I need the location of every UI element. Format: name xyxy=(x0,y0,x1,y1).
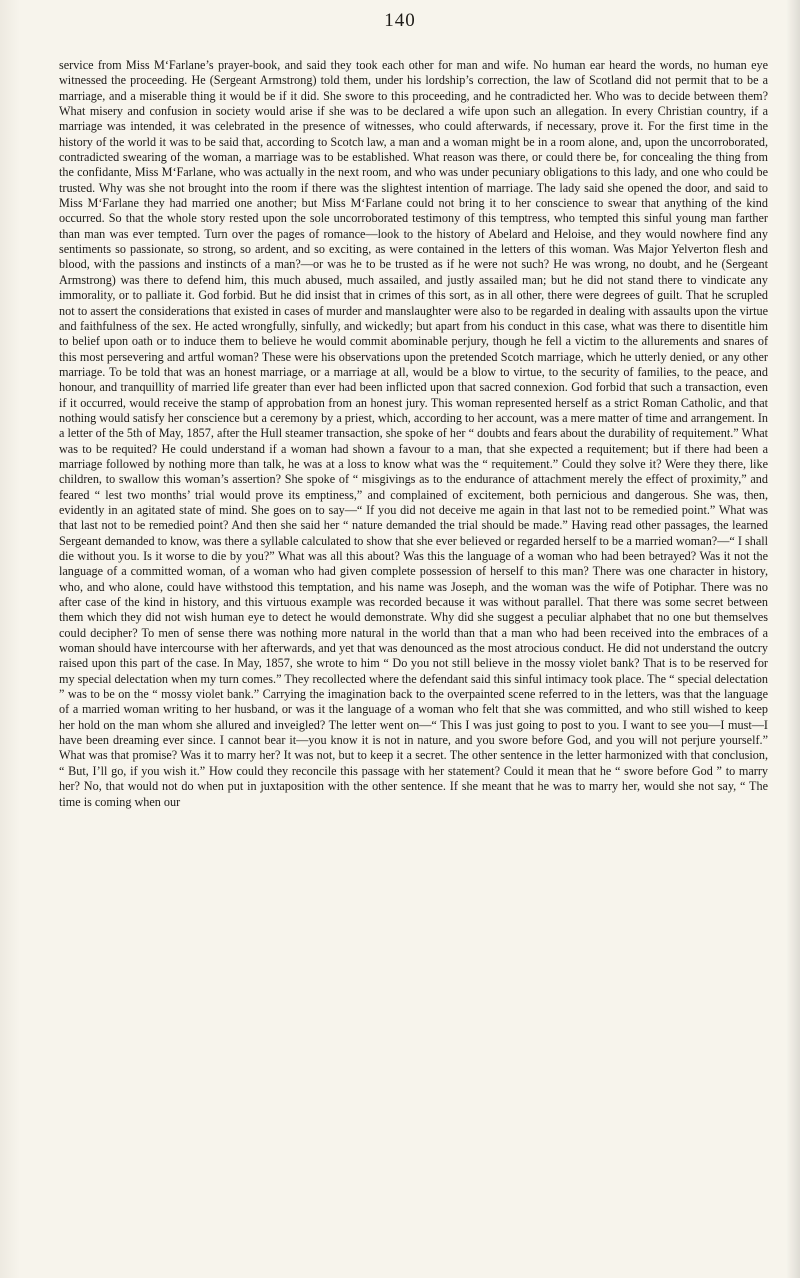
paragraph: service from Miss M‘Farlane’s prayer-book, and said they took each other for man and wife. No human ear heard the words, no human eye witnessed the proceeding. He (Sergeant Armstrong) told them, under his lordship’s correction, the law of Scotland did not permit that to be a marriage, and a miserable thing it would be if it did. She swore to this proceeding, and he contradicted her. Who was to decide between them? What misery and confusion in society would arise if she was to be declared a wife upon such an allegation. In every Christian country, if a marriage was intended, it was celebrated in the presence of witnesses, who could afterwards, if necessary, prove it. For the first time in the history of the world it was to be said that, according to Scotch law, a man and a woman might be in a room alone, and, upon the uncorroborated, contradicted swearing of the woman, a marriage was to be established. What reason was there, or could there be, for concealing the thing from the confidante, Miss M‘Farlane, who was actually in the next room, and who was under pecuniary obligations to this lady, and one who could be trusted. Why was she not brought into the room if there was the slightest intention of marriage. The lady said she opened the door, and said to Miss M‘Farlane they had married one another; but Miss M‘Farlane could not bring it to her conscience to swear that anything of the kind occurred. So that the whole story rested upon the sole uncorroborated testimony of this temptress, who tempted this sinful young man farther than man was ever tempted. Turn over the pages of romance—look to the history of Abelard and Heloise, and they would nowhere find any sentiments so passionate, so strong, so ardent, and so exciting, as were contained in the letters of this woman. Was Major Yelverton flesh and blood, with the passions and instincts of a man?—or was he to be trusted as if he were not such? He was wrong, no doubt, and he (Sergeant Armstrong) was there to defend him, this much abused, much assailed, and justly assailed man; but he did not stand there to vindicate any immorality, or to palliate it. God forbid. But he did insist that in crimes of this sort, as in all other, there were degrees of guilt. That he scrupled not to assert the considerations that existed in cases of murder and manslaughter were also to be regarded in dealing with assaults upon the virtue and faithfulness of the sex. He acted wrongfully, sinfully, and wickedly; but apart from his conduct in this case, what was there to disentitle him to belief upon oath or to induce them to believe he would commit abominable perjury, though he fell a victim to the allurements and snares of this most persevering and artful woman? These were his observations upon the pretended Scotch marriage, which he utterly denied, or any other marriage. To be told that was an honest marriage, or a marriage at all, would be a blow to virtue, to the security of families, to the peace, and honour, and tranquillity of married life greater than ever had been inflicted upon that sacred connexion. God forbid that such a transaction, even if it occurred, would receive the stamp of approbation from an honest jury. This woman represented herself as a strict Roman Catholic, and that nothing would satisfy her conscience but a ceremony by a priest, which, according to her account, was a mere matter of time and arrangement. In a letter of the 5th of May, 1857, after the Hull steamer transaction, she spoke of her “ doubts and fears about the durability of requitement.” What was to be requited? He could understand if a woman had shown a favour to a man, that she expected a requitement; but if there had been a marriage followed by nothing more than talk, he was at a loss to know what was the “ requitement.” Could they solve it? Were they there, like children, to swallow this woman’s assertion? She spoke of “ misgivings as to the endurance of attachment merely the effect of proximity,” and feared “ lest two months’ trial would prove its emptiness,” and complained of excitement, both pernicious and dangerous. She was, then, evidently in an agitated state of mind. She goes on to say—“ If you did not deceive me again in that last not to be remedied point.” What was that last not to be remedied point? And then she said her “ nature demanded the trial should be made.” Having read other passages, the learned Sergeant demanded to know, was there a syllable calculated to show that she ever believed or regarded herself to be a married woman?—“ I shall die without you. Is it worse to die by you?” What was all this about? Was this the language of a woman who had been betrayed? Was it not the language of a committed woman, of a woman who had given complete possession of herself to this man? There was one character in history, who, and who alone, could have withstood this temptation, and his name was Joseph, and the woman was the wife of Potiphar. There was no after case of the kind in history, and this virtuous example was recorded because it was without parallel. That there was some secret between them which they did not wish human eye to detect he would demonstrate. Why did she suggest a peculiar alphabet that no one but themselves could decipher? To men of sense there was nothing more natural in the world than that a man who had been received into the embraces of a woman should have intercourse with her afterwards, and yet that was denounced as the most atrocious conduct. He did not understand the outcry raised upon this part of the case. In May, 1857, she wrote to him “ Do you not still believe in the mossy violet bank? That is to be reserved for my special delectation when my turn comes.” They recollected where the defendant said this sinful intimacy took place. The “ special delectation ” was to be on the “ mossy violet bank.” Carrying the imagination back to the overpainted scene referred to in the letters, was that the language of a married woman writing to her husband, or was it the language of a woman who felt that she was committed, and who still wished to keep her hold on the man whom she allured and inveigled? The letter went on—“ This I was just going to post to you. I want to see you—I must—I have been dreaming ever since. I cannot bear it—you know it is not in nature, and you swore before God, and you will not perjure yourself.” What was that promise? Was it to marry her? It was not, but to keep it a secret. The other sentence in the letter harmonized with that conclusion, “ But, I’ll go, if you wish it.” How could they reconcile this passage with her statement? Could it mean that he “ swore before God ” to marry her? No, that would not do when put in juxtaposition with the other sentence. If she meant that he was to marry her, would she not say, “ The time is coming when our xyxy=(59,58,768,809)
body-text xyxy=(59,58,768,810)
page-number: 140 xyxy=(384,10,416,31)
page-gutter-shade xyxy=(0,0,20,1278)
page-edge-shadow xyxy=(786,0,800,1278)
